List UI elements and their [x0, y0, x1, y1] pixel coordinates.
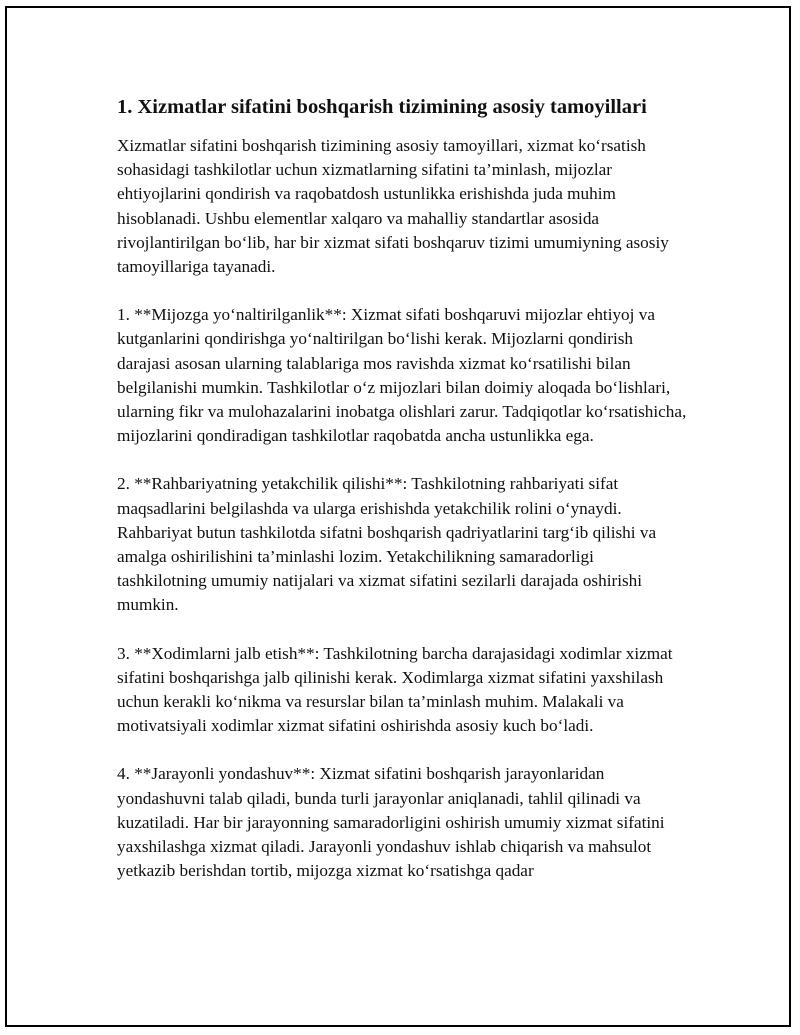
principle-engagement-paragraph: 3. **Xodimlarni jalb etish**: Tashkilotning barcha darajasidagi xodimlar xizmat sifatini boshqarishga jalb qilinishi kerak. Xodimlarga xizmat sifatini yaxshilash uchun kerakli ko‘nikma va resurslar bilan ta’minlash muhim. Malakali va motivatsiyali xodimlar xizmat sifatini oshirishda asosiy kuch bo‘ladi.	[117, 643, 673, 736]
intro-paragraph: Xizmatlar sifatini boshqarish tizimining asosiy tamoyillari, xizmat ko‘rsatish sohasidagi tashkilotlar uchun xizmatlarning sifatini ta’minlash, mijozlar ehtiyojlarini qondirish va raqobatdosh ustunlikka erishishda juda muhim hisoblanadi. Ushbu elementlar xalqaro va mahalliy standartlar asosida rivojlantirilgan bo‘lib, har bir xizmat sifati boshqaruv tizimi umumiyning asosiy tamoyillariga tayanadi.	[117, 136, 669, 277]
document-body	[117, 94, 687, 907]
principle-process-approach-paragraph: 4. **Jarayonli yondashuv**: Xizmat sifatini boshqarish jarayonlaridan yondashuvni talab qiladi, bunda turli jarayonlar aniqlanadi, tahlil qilinadi va kuzatiladi. Har bir jarayonning samaradorligini oshirish umumiy xizmat sifatini yaxshilashga xizmat qiladi. Jarayonli yondashuv ishlab chiqarish va mahsulot yetkazib berishdan tortib, mijozga xizmat ko‘rsatishga qadar	[117, 764, 665, 881]
principle-leadership-paragraph: 2. **Rahbariyatning yetakchilik qilishi**: Tashkilotning rahbariyati sifat maqsadlarini belgilashda va ularga erishishda yetakchilik rolini o‘ynaydi. Rahbariyat butun tashkilotda sifatni boshqarish qadriyatlarini targ‘ib qilishi va amalga oshirilishini ta’minlashi lozim. Yetakchilikning samaradorligi tashkilotning umumiy natijalari va xizmat sifatini sezilarli darajada oshirishi mumkin.	[117, 474, 657, 615]
principle-customer-focus-paragraph: 1. **Mijozga yo‘naltirilganlik**: Xizmat sifati boshqaruvi mijozlar ehtiyoj va kutganlarini qondirishga yo‘naltirilgan bo‘lishi kerak. Mijozlarni qondirish darajasi asosan ularning talablariga mos ravishda xizmat ko‘rsatilishi bilan belgilanishi mumkin. Tashkilotlar o‘z mijozlari bilan doimiy aloqada bo‘lishlari, ularning fikr va mulohazalarini inobatga olishlari zarur. Tadqiqotlar ko‘rsatishicha, mijozlarini qondiradigan tashkilotlar raqobatda ancha ustunlikka ega.	[117, 305, 687, 446]
section-heading: 1. Xizmatlar sifatini boshqarish tizimining asosiy tamoyillari	[117, 96, 647, 118]
